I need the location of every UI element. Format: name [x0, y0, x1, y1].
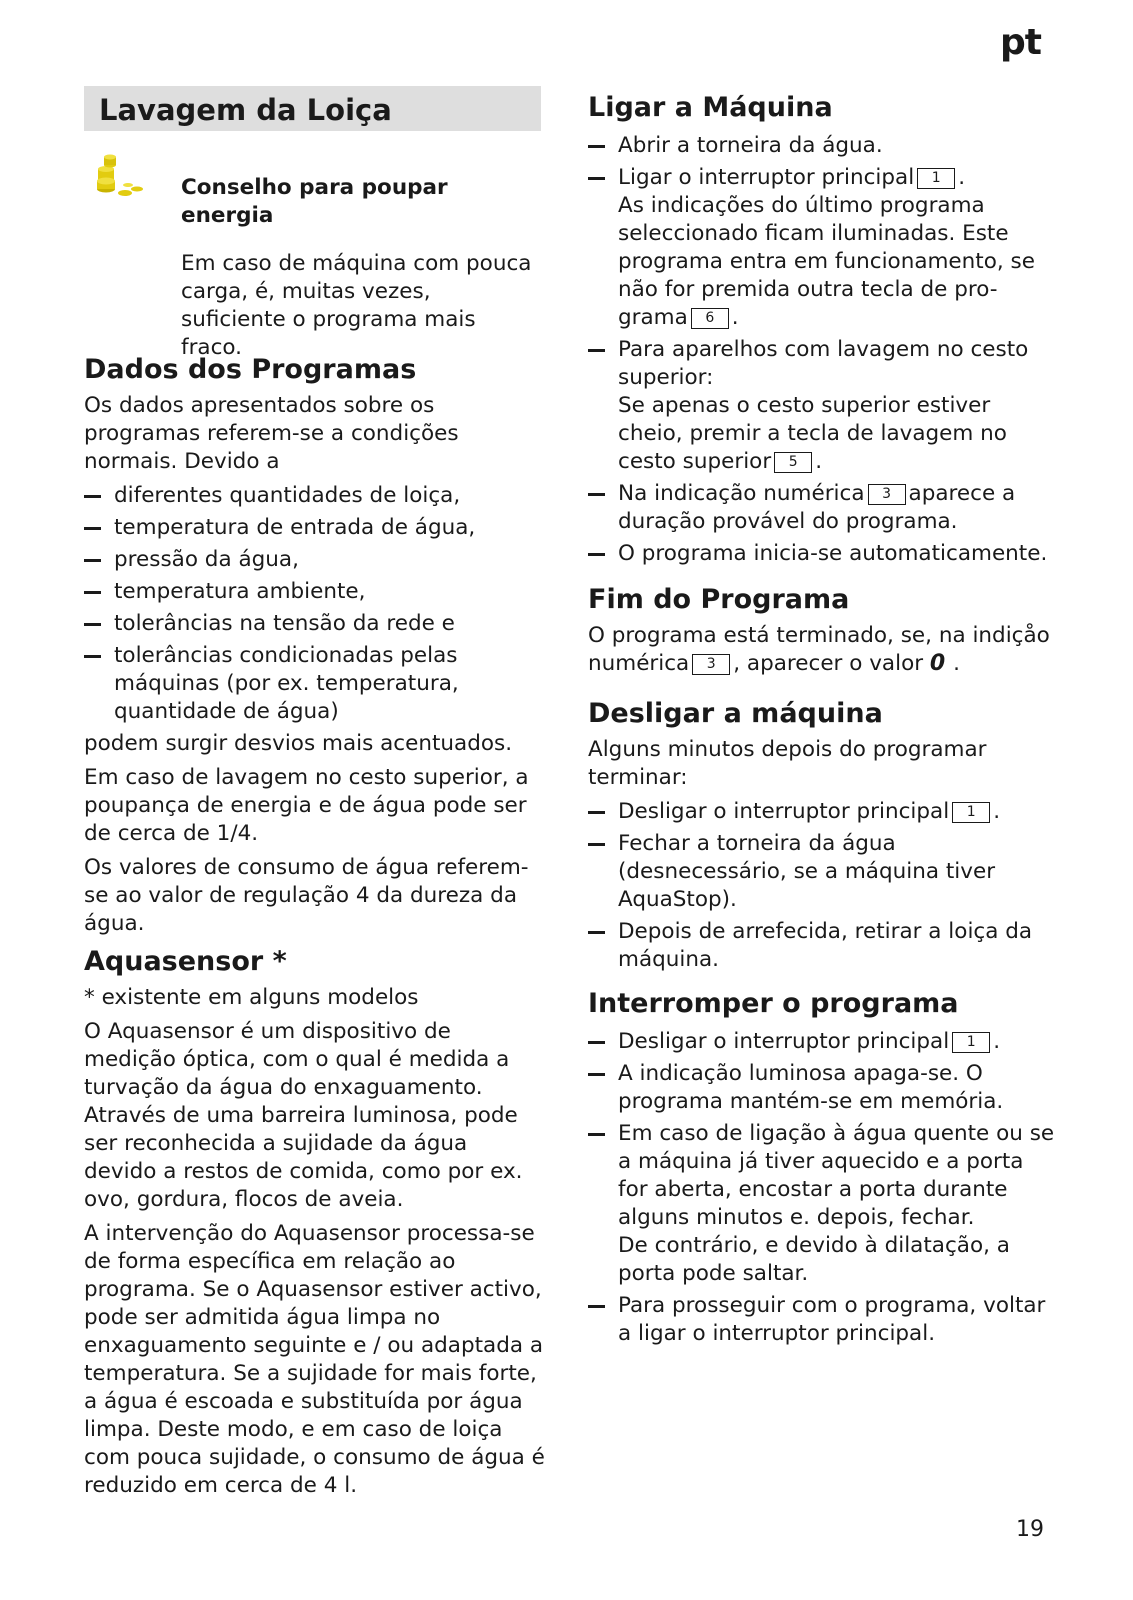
punctuation: .: [815, 449, 823, 474]
tip-title: Conselho para poupar energia: [181, 175, 448, 228]
list-item: [588, 1028, 1058, 1056]
fim-heading: Fim do Programa: [588, 584, 850, 615]
list-item: diferentes quantidades de loiça,: [84, 482, 546, 510]
dados-after: podem surgir desvios mais acentuados.: [84, 731, 513, 756]
punctuation: .: [731, 305, 739, 330]
aquasensor-note: * existente em alguns modelos: [84, 985, 419, 1010]
ligar-step-detail: aparece a duração provável do programa.: [618, 481, 1016, 534]
dados-p3: Os valores de consumo de água referem-se ao valor de regulação 4 da dureza da água.: [84, 855, 529, 936]
aquasensor-heading: Aquasensor *: [84, 946, 287, 977]
key-label: 1: [952, 802, 990, 823]
list-item: Fechar a torneira da água (desnecessário, se a máquina tiver AquaStop).: [588, 830, 1058, 914]
list-item: tolerâncias condicionadas pelas máquinas (por ex. temperatura, quantidade de água): [84, 642, 546, 726]
energy-saving-coins-icon: [92, 153, 144, 201]
page-title: Lavagem da Loiça: [99, 93, 392, 127]
fim-text-a: O programa está terminado, se, na indiçåo numérica: [588, 623, 1050, 676]
punctuation: .: [958, 165, 966, 190]
display-value: 0: [929, 651, 947, 676]
interromper-list: [588, 1028, 1058, 1348]
list-item: temperatura ambiente,: [84, 578, 546, 606]
ligar-list: [588, 132, 1058, 568]
aquasensor-p1: O Aquasensor é um dispositivo de medição óptica, com o qual é medida a turvação da água do enxaguamento. Através de uma barreira luminosa, pode ser reconhecida a sujidade da água devido a restos de comida, como por ex. ovo, gordura, flocos de aveia.: [84, 1019, 523, 1212]
key-label: 3: [868, 484, 906, 505]
desligar-heading: Desligar a máquina: [588, 698, 883, 729]
fim-text-b: , aparecer o valor: [733, 651, 924, 676]
list-item: Abrir a torneira da água.: [588, 132, 1058, 160]
tip-text: Em caso de máquina com pouca carga, é, muitas vezes, suficiente o programa mais fraco.: [181, 251, 532, 360]
aquasensor-p2: A intervenção do Aquasensor processa-se de forma específica em relação ao programa. Se o Aquasensor estiver activo, pode ser admitida água limpa no enxaguamento seguinte e / ou adaptada a temperatura. Se a sujidade for mais forte, a água é escoada e substituída por água limpa. Deste modo, e em caso de loiça com pouca sujidade, o consumo de água é reduzido em cerca de 4 l.: [84, 1221, 545, 1498]
list-item: O programa inicia-se automaticamente.: [588, 540, 1058, 568]
ligar-step-text: Para aparelhos com lavagem no cesto superior:: [618, 337, 1029, 390]
dados-p2: Em caso de lavagem no cesto superior, a poupança de energia e de água pode ser de cerca de 1/4.: [84, 765, 529, 846]
page-number: 19: [1016, 1517, 1044, 1542]
interromper-heading: Interromper o programa: [588, 988, 959, 1019]
ligar-step-detail: Se apenas o cesto superior estiver cheio, premir a tecla de lavagem no cesto superior: [618, 393, 1007, 474]
list-item: pressão da água,: [84, 546, 546, 574]
dados-list: [84, 482, 546, 726]
desligar-step-text: Desligar o interruptor principal: [618, 799, 950, 824]
list-item: Depois de arrefecida, retirar a loiça da máquina.: [588, 918, 1058, 974]
punctuation: .: [993, 1029, 1001, 1054]
key-label: 1: [917, 168, 955, 189]
dados-heading: Dados dos Programas: [84, 354, 417, 385]
key-label: 1: [952, 1032, 990, 1053]
ligar-step-text: Ligar o interruptor principal: [618, 165, 915, 190]
ligar-step-text: Na indicação numérica: [618, 481, 865, 506]
language-code: pt: [1000, 22, 1041, 63]
key-label: 5: [774, 452, 812, 473]
punctuation: .: [993, 799, 1001, 824]
ligar-heading: Ligar a Máquina: [588, 92, 833, 123]
list-item: [588, 336, 1058, 476]
desligar-list: [588, 798, 1058, 974]
list-item: temperatura de entrada de água,: [84, 514, 546, 542]
interromper-step-detail: De contrário, e devido à dilatação, a porta pode saltar.: [618, 1233, 1010, 1286]
key-label: 3: [692, 654, 730, 675]
punctuation: .: [953, 651, 960, 676]
list-item: [588, 480, 1058, 536]
fim-text: [588, 622, 1058, 678]
section-header-box: [84, 86, 541, 131]
list-item: [588, 1120, 1058, 1288]
ligar-step-detail: As indicações do último programa seleccionado ficam iluminadas. Este programa entra em funcionamento, se não for premida outra tecla de pro-grama: [618, 193, 1035, 330]
list-item: [588, 164, 1058, 332]
key-label: 6: [691, 308, 729, 329]
dados-intro: Os dados apresentados sobre os programas referem-se a condições normais. Devido a: [84, 393, 459, 474]
interromper-step-text: Em caso de ligação à água quente ou se a máquina já tiver aquecido e a porta for aberta, encostar a porta durante alguns minutos e. depois, fechar.: [618, 1121, 1055, 1230]
interromper-step-text: Desligar o interruptor principal: [618, 1029, 950, 1054]
desligar-intro: Alguns minutos depois do programar terminar:: [588, 737, 987, 790]
list-item: A indicação luminosa apaga-se. O programa mantém-se em memória.: [588, 1060, 1058, 1116]
list-item: Para prosseguir com o programa, voltar a ligar o interruptor principal.: [588, 1292, 1058, 1348]
list-item: tolerâncias na tensão da rede e: [84, 610, 546, 638]
list-item: [588, 798, 1058, 826]
